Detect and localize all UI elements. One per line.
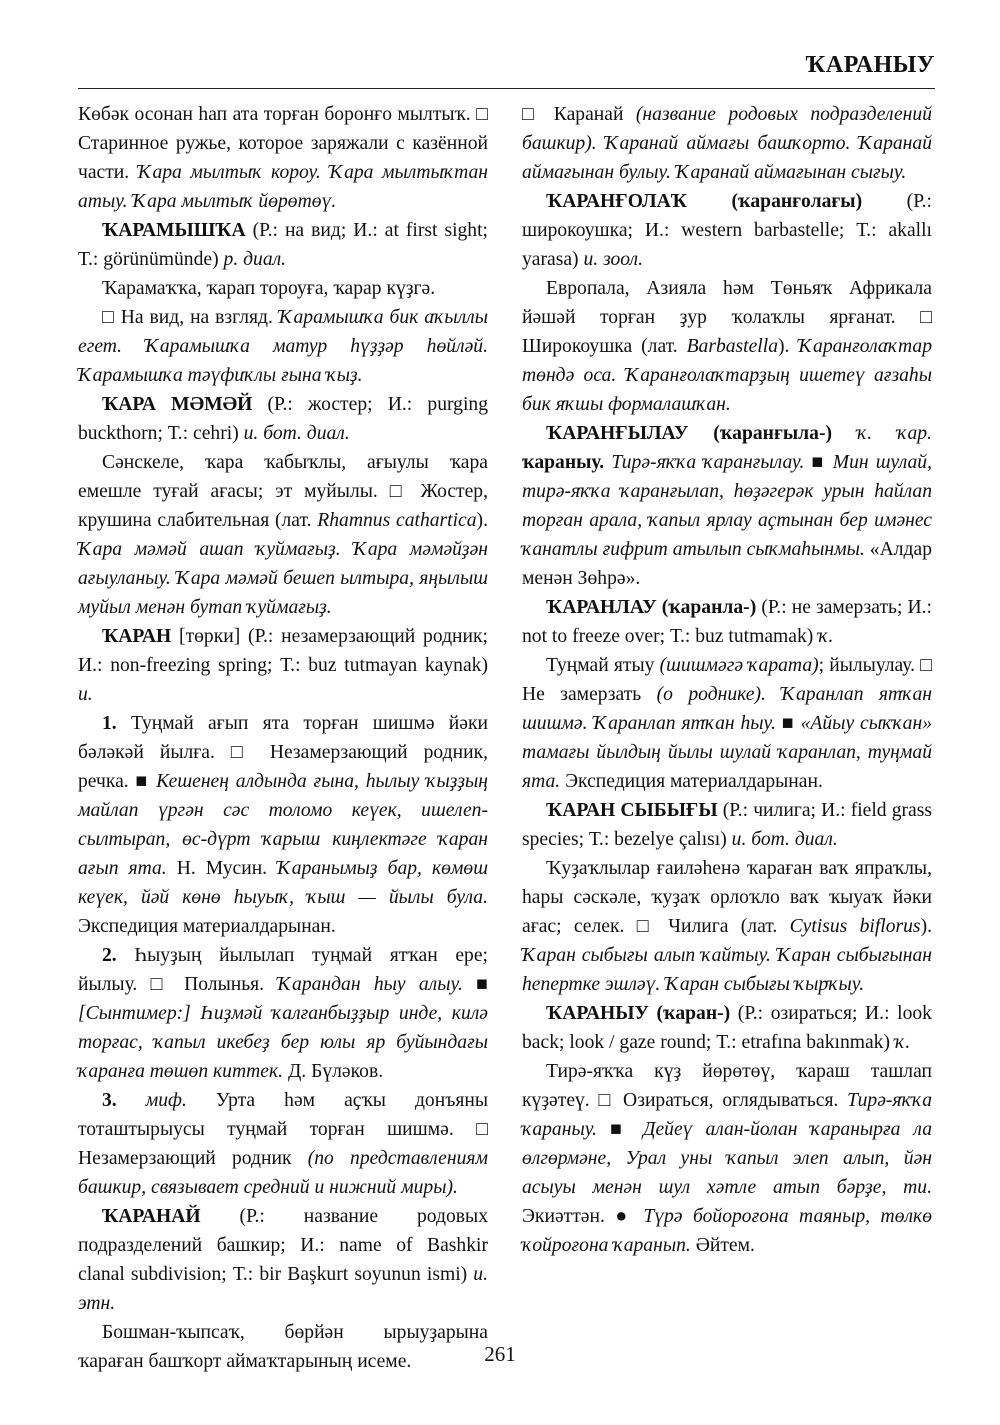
entry-kara-mamay: ҠАРА МӘМӘЙ (Р.: жостер; И.: purging buckthorn; Т.: cehri) и. бот. диал. — [78, 394, 489, 444]
sense-2: 2. Һыуҙың йылылап туңмай ятҡан ере; йылыу. □ Полынья. Ҡарандан һыу алыу. ■ [Сынтимер:] Һиҙмәй ҡалғанбыҙҙыр инде, килә торғас, ҡапыл икебеҙ бер юлы яр буйындағы ҡаранға төшөп киттек. Д. Бүләков. — [78, 945, 488, 1082]
headword: ҠАРАНАЙ — [102, 1206, 201, 1227]
running-head: ҠАРАНЫУ — [805, 52, 935, 78]
page-number: 261 — [484, 1342, 516, 1366]
right-column — [522, 100, 932, 1260]
entry-karamyshka: ҠАРАМЫШҠА (Р.: на вид; И.: at first sight; Т.: görünümünde) р. диал. — [78, 220, 488, 270]
entry-continuation: Көбәк осонан һап ата торған боронғо мылтыҡ. □ Старинное ружье, которое заряжали с казённой части. Ҡара мылтыҡ короу. Ҡара мылтыҡтан атыу. Ҡара мылтыҡ йөрөтөү. — [78, 104, 488, 212]
definition: Бошман-ҡыпсаҡ, бөрйән ырыуҙарына ҡараған башҡорт аймаҡтарының исеме. — [78, 1322, 488, 1372]
headword: ҠАРАНҒОЛАҠ (ҡаранғолағы) — [546, 191, 863, 212]
headword: ҠАРАНЫУ (ҡаран-) — [546, 1003, 731, 1024]
page-header — [78, 48, 935, 89]
entry-karan-sybygy: ҠАРАН СЫБЫҒЫ (Р.: чилига; И.: field grass species; Т.: bezelye çalısı) и. бот. диал. — [522, 800, 932, 850]
entry-continuation: □ Каранай (название родовых подразделений башкир). Ҡаранай аймағы башҡорто. Ҡаранай аймағынан булыу. Ҡаранай аймағынан сығыу. — [522, 104, 932, 183]
entry-karan: ҠАРАН [төрки] (Р.: незамерзающий родник; И.: non-freezing spring; Т.: buz tutmayan kaynak) и. — [78, 626, 488, 705]
definition: Европала, Азияла һәм Төньяҡ Африкала йәшәй торған ҙур ҡолаҡлы ярғанат. □ Широкоушка (лат. Barbastella). Ҡаранғолаҡтар төндә оса. Ҡаранғолаҡтарҙың ишетеү ағзаһы бик яҡшы формалашҡан. — [522, 278, 933, 415]
definition: Тирә-яҡҡа күҙ йөрөтөү, ҡараш ташлап күҙәтеү. □ Озираться, оглядываться. Тирә-яҡҡа ҡараныу. ■ Дейеү алан-йолан ҡаранырға ла өлгөрмәне, Урал уны ҡапыл элеп алып, йән асыуы менән шул хәтле атып бәрҙе, ти. Экиәттән. ● Түрә бойороғона таяныр, төлкө ҡойроғона ҡаранып. Әйтем. — [522, 1061, 932, 1256]
sense-3: 3. миф. Урта һәм аҫҡы донъяны тоташтырыусы туңмай торған шишмә. □ Незамерзающий родник (по представлениям башкир, связывает средний и нижний миры). — [78, 1090, 488, 1198]
definition: Сәнскеле, ҡара ҡабыҡлы, ағыулы ҡара емешле туғай ағасы; эт муйылы. □ Жостер, крушина слабительная (лат. Rhamnus cathartica). Ҡара мәмәй ашап ҡуймағыҙ. Ҡара мәмәйҙән ағыуланыу. Ҡара мәмәй бешеп ылтыра, яңылыш муйыл менән бутап ҡуймағыҙ. — [78, 452, 489, 618]
headword: ҠАРАНЛАУ (ҡаранла-) — [546, 597, 757, 618]
left-column — [78, 100, 488, 1376]
entry-karanyu: ҠАРАНЫУ (ҡаран-) (Р.: озираться; И.: look back; look / gaze round; Т.: etrafına bakınmak) ҡ. — [522, 1003, 932, 1053]
headword: ҠАРАНҒЫЛАУ (ҡаранғыла-) — [546, 423, 833, 444]
definition: Туңмай ятыу (шишмәгә ҡарата); йылыулау. □ Не замерзать (о роднике). Ҡаранлап ятҡан шишмә. Ҡаранлап ятҡан һыу. ■ «Айыу сыҡҡан» тамағы йылдың йылы шулай ҡаранлап, туңмай ята. Экспедиция материалдарынан. — [522, 655, 932, 792]
sense-1: 1. Туңмай ағып ята торған шишмә йәки бәләкәй йылға. □ Незамерзающий родник, речка. ■ Кешенең алдында ғына, һылыу ҡыҙҙың майлап үргән сәс толомо кеүек, ишелеп-сылтырап, өс-дүрт ҡарыш киңлектәге ҡаран ағып ята. Н. Мусин. Ҡаранымыҙ бар, көмөш кеүек, йәй көнө һыуыҡ, ҡыш — йылы була. Экспедиция материалдарынан. — [78, 713, 489, 937]
entry-karangylau: ҠАРАНҒЫЛАУ (ҡаранғыла-) ҡ. ҡар. ҡараныу. Тирә-яҡҡа ҡаранғылау. ■ Мин шулай, тирә-яҡҡа ҡаранғылап, һөҙәгерәк урын һайлап торған арала, ҡапыл ярлау аҫтынан бер имәнес ҡанатлы ғифрит атылып сыҡмаһынмы. «Алдар менән Зөһрә». — [522, 423, 932, 589]
headword: ҠАРА МӘМӘЙ — [102, 394, 253, 415]
headword: ҠАРАМЫШҠА — [102, 220, 246, 241]
entry-karangolak: ҠАРАНҒОЛАҠ (ҡаранғолағы) (Р.: широкоушка; И.: western barbastelle; Т.: akallı yarasa) и. зоол. — [522, 191, 932, 270]
headword: ҠАРАН — [102, 626, 172, 647]
headword: ҠАРАН СЫБЫҒЫ — [546, 800, 718, 821]
entry-karanlau: ҠАРАНЛАУ (ҡаранла-) (Р.: не замерзать; И.: not to freeze over; Т.: buz tutmamak) ҡ. — [522, 597, 932, 647]
entry-karanay: ҠАРАНАЙ (Р.: название родовых подразделений башкир; И.: name of Bashkir clanal subdivision; Т.: bir Başkurt soyunun ismi) и. этн. — [78, 1206, 488, 1314]
definition: Ҡуҙаҡлылар ғаиләһенә ҡараған ваҡ япраҡлы, һары сәскәле, ҡуҙаҡ орлоҡло ваҡ ҡыуаҡ йәки ағас; селек. □ Чилига (лат. Cytisus biflorus). Ҡаран сыбығы алып ҡайтыу. Ҡаран сыбығынан һепертке эшләү. Ҡаран сыбығы ҡырҡыу. — [522, 858, 932, 995]
definition: Ҡарамаҡҡа, ҡарап тороуға, ҡарар күҙгә. — [102, 278, 436, 299]
translation: □ На вид, на взгляд. Ҡарамышҡа бик аҡыллы егет. Ҡарамышҡа матур һүҙҙәр һөйләй. Ҡарамышҡа тәүфиҡлы ғына ҡыҙ. — [78, 307, 488, 386]
